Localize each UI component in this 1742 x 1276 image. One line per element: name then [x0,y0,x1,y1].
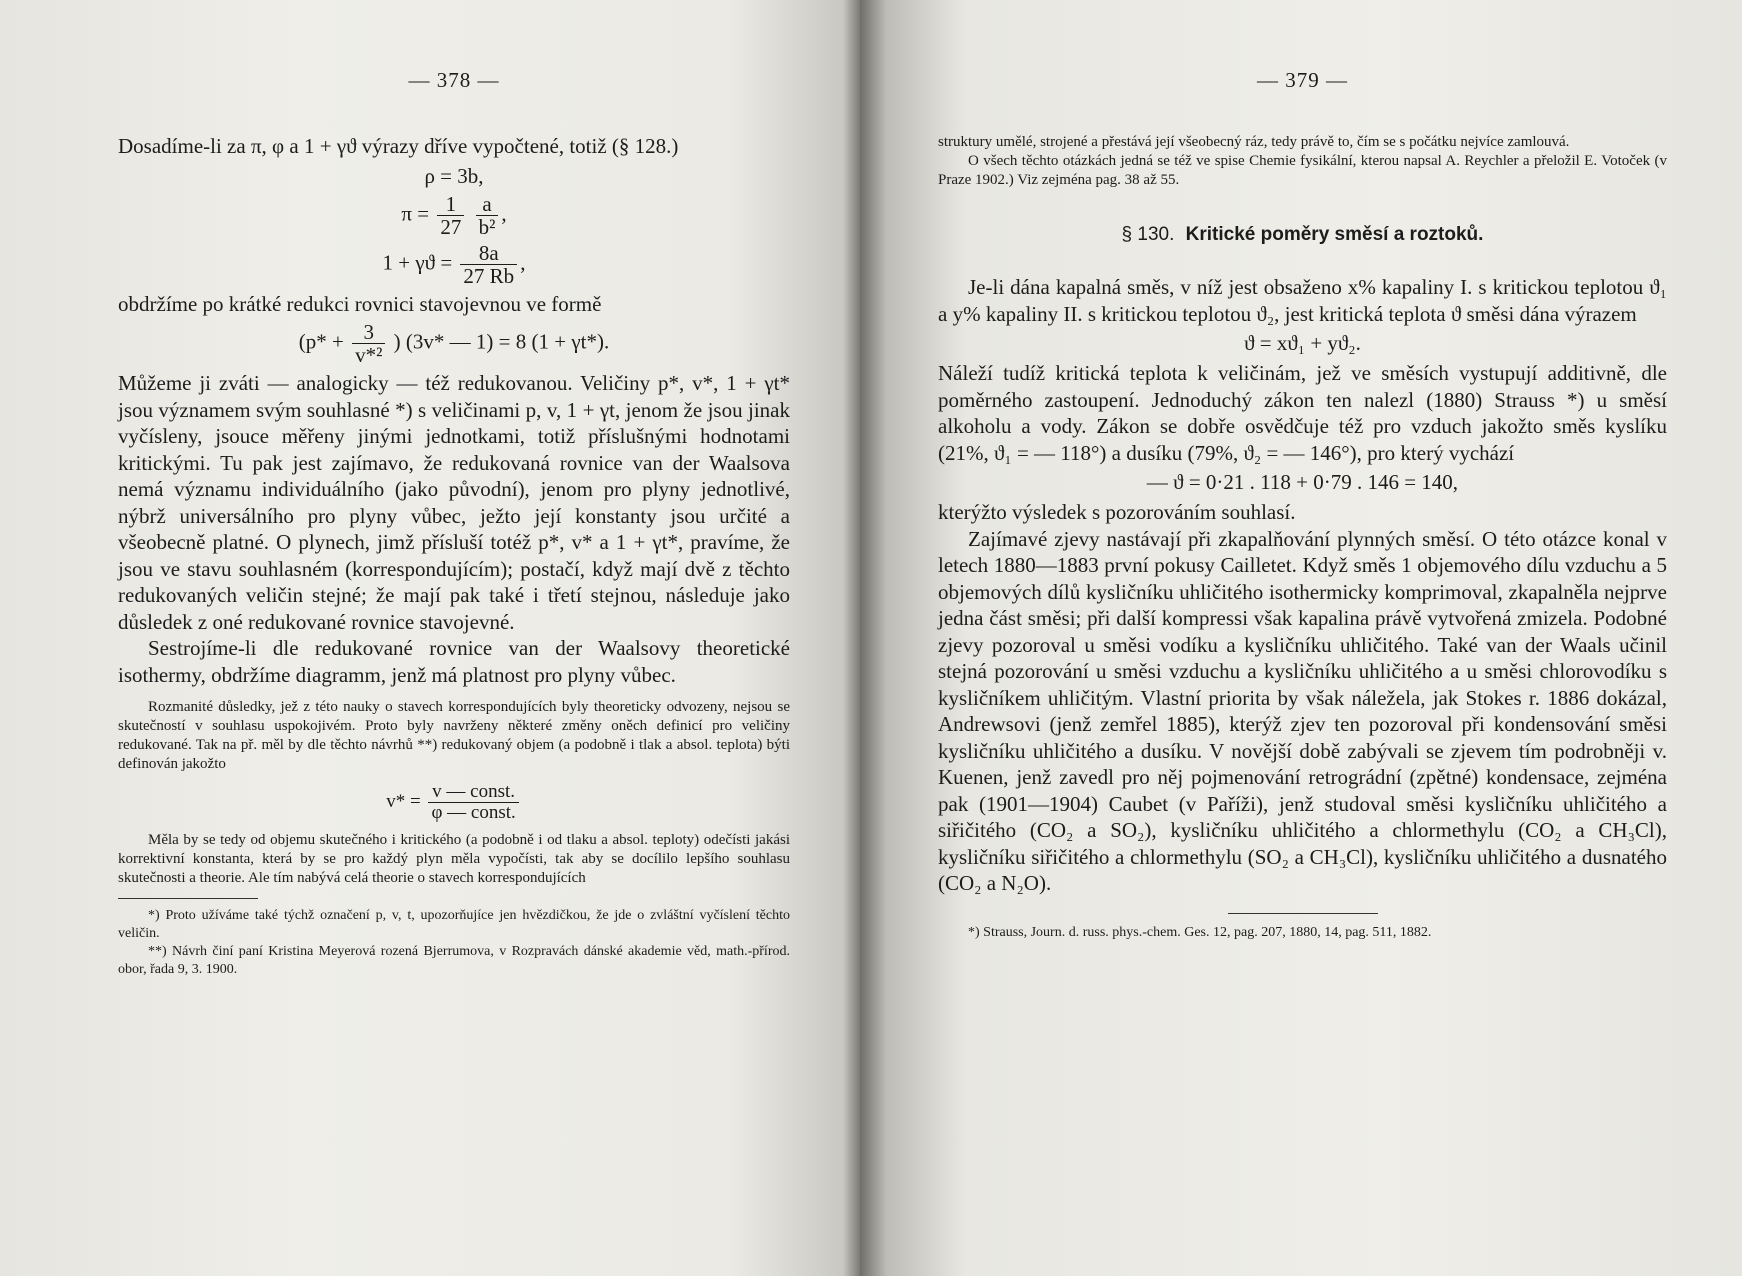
small-paragraph-top: struktury umělé, strojené a přestává její všeobecný ráz, tedy právě to, čím se s počátku nejvíce zamlouvá. [938,134,1570,150]
paragraph-liquefaction: Zajímavé zjevy nastávají při zkapalňování plynných směsí. O této otázce konal v letech 1880—1883 první pokusy Cailletet. Když směs 1 objemového dílu vzduchu a 5 objemových dílů kysličníku uhličitého isothermicky komprimoval, zkapalněla nejprve jedna část směsi; při další kompressi však kapalina právě vytvořená zmizela. Podobné zjevy pozoroval u směsi vodíku a kysličníku uhličitého. Také van der Waals učinil stejná pozorování u směsi vzduchu a kysličníku uhličitého a u směsi chlorovodíku s kysličníkem uhličitým. Vlastní priorita by však náležela, jak Stokes r. 1886 dokázal, Andrewsovi (jenž zemřel 1885), kterýž zjev ten pozoroval při kondensování směsi kysličníku uhličitého a dusíku. V novější době zabývali se zjevem tím podrobněji v. Kuenen, jenž zavedl pro něj pojmenování retrográdní (zpětné) kondensace, zejména pak (1901—1904) Caubet (v Paříži), jenž studoval směsi kysličníku uhličitého a siřičitého (CO₂ a SO₂), kysličníku uhličitého a chlormethylu (CO₂ a CH₃Cl), kysličníku siřičitého a chlormethylu (SO₂ a CH₃Cl), kysličníku uhličitého a dusnatého (CO₂ a N₂O). [938,526,1667,895]
intro-text: Dosadíme-li za π, φ a 1 + γϑ výrazy dříve vypočtené, totiž (§ 128.) [118,134,679,158]
footnote-1: *) Proto užíváme také týchž označení p, v, t, upozorňujíce jen hvězdičkou, že jde o zvláštní vyčíslení těchto veličin. [118,908,790,942]
small-paragraph-constant: Měla by se tedy od objemu skutečného i kritického (a podobně i od tlaku a absol. teploty) odečísti jakási korrektivní konstanta, která by se pro každý plyn měla vypočísti, tak aby se docílilo lepšího souhlasu skutečnosti a theorie. Ale tím nabývá celá theorie o stavech korrespondujících [118,832,790,887]
equation-critical-temp: ϑ = xϑ₁ + yϑ₂. [1244,331,1361,355]
small-paragraph-consequences: Rozmanité důsledky, jež z této nauky o stavech korrespondujících byly theoreticky odvozeny, nejsou se skutečností v souhlasu uspokojivém. Proto byly navrženy některé změny oněch definicí pro veličiny redukované. Tak na př. měl by dle těchto návrhů **) redukovaný objem (a podobně i tlak a absol. teplota) býti definován jakožto [118,699,790,773]
small-paragraph-reference: O všech těchto otázkách jedná se též ve spise Chemie fysikální, kterou napsal A. Reychler a přeložil E. Votoček (v Praze 1902.) Viz zejména pag. 38 až 55. [938,153,1667,188]
footnote-strauss: *) Strauss, Journ. d. russ. phys.-chem. Ges. 12, pag. 207, 1880, 14, pag. 511, 1882. [968,924,1432,940]
footnote-2: **) Návrh činí paní Kristina Meyerová rozená Bjerrumova, v Rozpravách dánské akademie věd, math.-přírod. obor, řada 9, 3. 1900. [118,944,790,978]
equation-rho: ρ = 3b, [424,163,484,188]
equation-reduced: (p* + $\frac{3}{\text{v*²}}$ ) (3v* — 1) = 8 (1 + γt*). [298,320,610,368]
page-number: — 378 — [408,68,500,92]
equation-gamma: 1 + γϑ = $\frac{8a}{27 Rb}$ , [382,240,526,288]
footnote-divider [118,898,258,899]
section-number: § 130. [1121,224,1175,245]
left-page [0,0,860,1276]
paragraph-additive: Náleží tudíž kritická teplota k veličinám, jež ve směsích vystupují additivně, dle poměrného zastoupení. Jednoduchý zákon ten nalezl (1880) Strauss *) u směsí alkoholu a vody. Zákon se dobře osvědčuje též pro vzduch jakožto směs kyslíku (21%, ϑ₁ = — 118°) a dusíku (79%, ϑ₂ = — 146°), pro který vychází [938,361,1667,465]
paragraph-reduced: Můžeme ji zváti — analogicky — též redukovanou. Veličiny p*, v*, 1 + γt* jsou významem svým souhlasné *) s veličinami p, v, 1 + γt, jenom že jsou jinak vyčísleny, jsouce měřeny jinými jednotkami, totiž příslušnými hodnotami kritickými. Tu pak jest zajímavo, že redukovaná rovnice van der Waalsova nemá významu individuálního (jako původní), jenom pro plyny jednotlivé, nýbrž universálního pro plyny vůbec, ježto její konstanty jsou určité a všeobecně platné. O plynech, jimž přísluší totéž p*, v* a 1 + γt*, pravíme, že jsou ve stavu souhlasném (korrespondujícím); postačí, když mají dvě z těchto redukovaných veličin stejné; že mají pak také i třetí stejnou, následuje jako důsledek z oné redukované rovnice stavojevné. [118,371,790,634]
right-page [860,0,1742,1276]
section-heading [938,224,1667,246]
section-title: Kritické poměry směsí a roztoků. [1185,224,1484,245]
footnote-divider [1228,913,1378,914]
equation-air: — ϑ = 0·21 . 118 + 0·79 . 146 = 140, [1146,470,1459,494]
paragraph-isotherms: Sestrojíme-li dle redukované rovnice van der Waalsovy theoretické isothermy, obdržíme diagramm, jenž má platnost pro plyny vůbec. [118,636,790,687]
equation-pi: π = $\frac{1}{27}$ $\frac{a}{\text{b²}}$ , [401,191,507,239]
equation-vstar: v* = $\frac{\text{v — const.}}{\text{φ — const.}}$ [118,782,790,823]
paragraph-agreement: kterýžto výsledek s pozorováním souhlasí. [938,500,1296,524]
after-equation-text: obdržíme po krátké redukci rovnici stavojevnou ve formě [118,291,602,316]
page-number: — 379 — [1257,68,1348,92]
paragraph-mixture: Je-li dána kapalná směs, v níž jest obsaženo x% kapaliny I. s kritickou teplotou ϑ₁ a y% kapaliny II. s kritickou teplotou ϑ₂, jest kritická teplota ϑ směsi dána výrazem [938,275,1667,326]
